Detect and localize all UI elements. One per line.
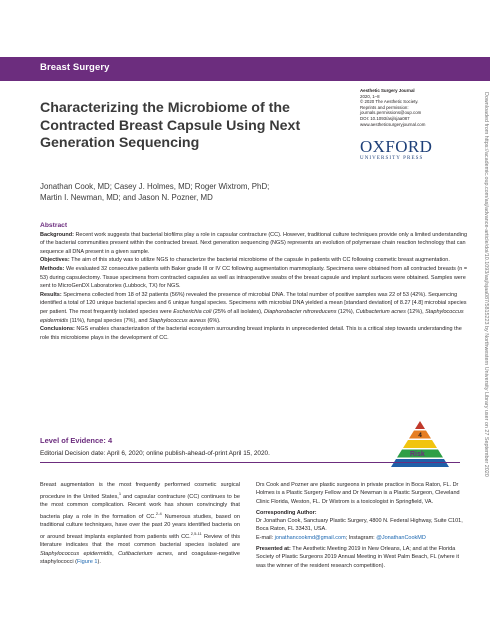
citation[interactable]: 1 <box>118 490 122 496</box>
methods-text: We evaluated 32 consecutive patients with Baker grade III or IV CC following augmentation mammoplasty. Specimens were obtained from all contracted breasts (n = 53) during capsulectomy. Tissue specimens from contracted capsules as well as intraoperative swabs of the breast capsule and implant surfaces were obtained. Samples were sent to MicroGenDX Laboratories (Lubbock, TX) for NGS. <box>40 265 468 290</box>
body-text: and capsular contracture (CC) continues to be the most common complication. Recent work has shown convincingly that bacteria play a role in the formation of CC. <box>40 493 240 520</box>
publisher-sub: UNIVERSITY PRESS <box>360 156 424 161</box>
journal-issue: 2020, 1–8 <box>360 93 380 99</box>
pyramid-level-label: 4 <box>418 432 422 439</box>
background-label: Background: <box>40 231 74 238</box>
conclusions-label: Conclusions: <box>40 326 75 333</box>
permissions-email[interactable]: journals.permissions@oup.com <box>360 110 422 116</box>
objectives-label: Objectives: <box>40 257 70 264</box>
species-name: Staphylococcus epidermidis <box>40 308 464 324</box>
journal-name: Aesthetic Surgery Journal <box>360 88 415 93</box>
copyright: © 2020 The Aesthetic Society. <box>360 99 419 105</box>
body-text: Breast augmentation is the most frequently performed cosmetic surgical procedure in the United States, <box>40 482 240 500</box>
results-text: (6%). <box>205 317 221 324</box>
citation[interactable]: 2,5-11 <box>190 530 202 536</box>
presented-label: Presented at: <box>256 546 291 553</box>
editorial-decision: Editorial Decision date: April 6, 2020; online publish-ahead-of-print April 15, 2020. <box>40 450 270 457</box>
results-text: (12%), <box>336 308 356 315</box>
pyramid-tier-1 <box>415 421 425 429</box>
authors-line-2: Martin I. Newman, MD; and Jason N. Pozner, MD <box>40 193 213 202</box>
species-name: Cutibacterium acnes <box>118 550 172 557</box>
divider <box>40 462 460 463</box>
background-text: Recent work suggests that bacterial biofilms play a role in capsular contracture (CC). However, traditional culture techniques provide only a limited understanding of the bacterial communities present within the contracted breast. Next generation sequencing (NGS) represents an evolution of polymerase chain reaction technology that can sequence all DNA present in a given sample. <box>40 231 468 255</box>
reprints: Reprints and permission: <box>360 104 409 110</box>
abstract-background <box>40 231 470 257</box>
section-band <box>0 57 490 81</box>
abstract <box>40 222 470 342</box>
corresponding-address: Dr Jonathan Cook, Sanctuary Plastic Surgery, 4800 N. Federal Highway, Suite C101, Boca Raton, FL 33431, USA. <box>256 518 463 533</box>
figure-link[interactable]: Figure 1 <box>77 559 98 566</box>
download-note: Downloaded from https://academic.oup.com/asj/advance-article/doi/10.1093/asj/sjaa087/5815223 by Northwestern University Library user on 27 September 2020 <box>483 92 489 477</box>
results-label: Results: <box>40 291 62 298</box>
citation[interactable]: 2-4 <box>155 510 162 516</box>
results-text: (11%), fungal species (7%), and <box>68 317 150 324</box>
article-title: Characterizing the Microbiome of the Contracted Breast Capsule Using Next Generation Sequencing <box>40 100 301 151</box>
abstract-objectives <box>40 256 470 265</box>
results-text: (25% of all isolates), <box>211 308 264 315</box>
doi[interactable]: DOI: 10.1093/asj/sjaa087 <box>360 115 410 121</box>
instagram-link[interactable]: @JonathanCookMD <box>376 534 426 541</box>
species-name: Diaphorobacter nitroreducens <box>264 308 337 315</box>
presented-text: The Aesthetic Meeting 2019 in New Orleans, LA; and at the Florida Society of Plastic Surgeons 2019 Annual Meeting in West Palm Beach, FL (where it was the winner of the resident research competition). <box>256 546 459 569</box>
species-name: Escherichia coli <box>173 308 212 315</box>
abstract-heading: Abstract <box>40 222 68 229</box>
species-name: Staphylococcus aureus <box>149 317 206 324</box>
affiliations: Drs Cook and Pozner are plastic surgeons in private practice in Boca Raton, FL. Dr Holmes is a Plastic Surgery Fellow and Dr Newman is a Plastic Surgeon, Cleveland Clinic Florida, Weston, FL. Dr Wixtrom is a toxicologist in Springfield, VA. <box>256 482 460 505</box>
risk-label: Risk <box>410 451 425 458</box>
author-list <box>40 181 440 203</box>
section-label: Breast Surgery <box>40 62 110 73</box>
abstract-results <box>40 291 470 325</box>
body-text: ). <box>97 559 101 566</box>
publisher-logo <box>360 138 432 161</box>
body-text: , and coagulase-negative staphylococci ( <box>40 550 240 566</box>
presented-at <box>256 545 466 570</box>
level-of-evidence: Level of Evidence: 4 <box>40 436 113 445</box>
objectives-text: The aim of this study was to utilize NGS to characterize the bacterial microbiome of the capsule in patients with CC following cosmetic breast augmentation. <box>71 257 450 264</box>
page-header <box>0 0 490 57</box>
results-text: Specimens collected from 18 of 32 patients (56%) revealed the presence of microbial DNA. The total number of positive samples was 22 of 53 (42%). Sequencing identified a total of 120 unique bacterial species and 6 unique fungal species. Specimens with microbial DNA yielded a mean [standard deviation] of 8.27 [4.8] microbial species per patient. The most frequently isolated species were <box>40 291 467 315</box>
body-text: Numerous studies, based on traditional culture techniques, have over the past 20 years identified bacteria on or around breast implants explanted from patients with CC. <box>40 513 241 540</box>
body-column-left <box>40 481 240 567</box>
pyramid-tier-5 <box>391 459 449 467</box>
email-link[interactable]: jonathancookmd@gmail.com <box>274 534 346 541</box>
corresponding-label: Corresponding Author: <box>256 509 317 516</box>
download-watermark <box>479 92 490 562</box>
results-text: (12%), <box>405 308 426 315</box>
abstract-conclusions <box>40 325 470 342</box>
body-column-right <box>256 481 466 573</box>
body-text: , <box>112 550 119 557</box>
email-label: E-mail: <box>256 534 275 541</box>
instagram-label: ; Instagram: <box>345 534 377 541</box>
conclusions-text: NGS enables characterization of the bacterial ecosystem surrounding breast implants in unprecedented detail. This is a critical step towards understanding the role this microbiome plays in the development of CC. <box>40 326 462 341</box>
species-name: Staphylococcus epidermidis <box>40 550 113 557</box>
publisher-name: OXFORD <box>360 137 433 156</box>
corresponding-author <box>256 509 466 542</box>
journal-website[interactable]: www.aestheticsurgeryjournal.com <box>360 121 426 127</box>
body-text: Review of this literature indicates that the most common bacterial species isolated are <box>40 533 240 549</box>
abstract-methods <box>40 265 470 291</box>
authors-line-1: Jonathan Cook, MD; Casey J. Holmes, MD; Roger Wixtrom, PhD; <box>40 182 270 191</box>
evidence-pyramid-icon <box>378 420 462 468</box>
methods-label: Methods: <box>40 265 65 272</box>
journal-meta <box>360 88 460 127</box>
species-name: Cutibacterium acnes <box>355 308 406 315</box>
pyramid-tier-3 <box>403 440 437 448</box>
